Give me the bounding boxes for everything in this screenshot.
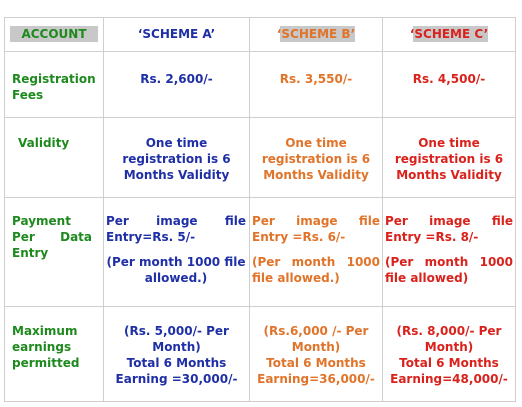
row-divider [4, 51, 516, 52]
scheme-c-payment-rate: Per image file Entry =Rs. 8/- [385, 214, 513, 244]
scheme-a-total-earning: Total 6 Months Earning =30,000/- [115, 356, 238, 386]
scheme-a-monthly-earning: (Rs. 5,000/- Per Month) [124, 324, 229, 354]
scheme-a-registration-fee: Rs. 2,600/- [140, 72, 213, 86]
scheme-a-earnings [106, 323, 247, 387]
scheme-b-payment-rate: Per image file Entry =Rs. 6/- [252, 214, 380, 244]
header-scheme-b: ‘SCHEME B’ [276, 27, 356, 41]
table-border [4, 17, 5, 402]
scheme-a-validity: One time registration is 6 Months Validity [122, 136, 231, 182]
row-label-earnings: Maximum earnings permitted [12, 324, 80, 370]
scheme-b-earnings [254, 323, 378, 387]
scheme-a-payment [106, 213, 246, 286]
comparison-table [4, 17, 516, 402]
row-divider [4, 306, 516, 307]
scheme-c-monthly-earning: (Rs. 8,000/- Per Month) [396, 324, 502, 354]
table-border [515, 17, 516, 402]
scheme-b-payment [252, 213, 380, 286]
scheme-b-total-earning: Total 6 Months Earning=36,000/- [257, 356, 375, 386]
header-account: ACCOUNT [21, 27, 87, 41]
scheme-c-payment-limit: (Per month 1000 file allowed) [385, 255, 513, 285]
scheme-c-validity: One time registration is 6 Months Validity [394, 136, 504, 182]
scheme-c-payment [385, 213, 513, 286]
row-label-payment: Payment Per Data Entry [12, 214, 92, 260]
row-divider [4, 117, 516, 118]
scheme-b-validity: One time registration is 6 Months Validity [261, 136, 371, 182]
header-scheme-a: ‘SCHEME A’ [137, 27, 216, 41]
row-divider [4, 197, 516, 198]
scheme-c-earnings [387, 323, 511, 387]
scheme-c-registration-fee: Rs. 4,500/- [412, 72, 486, 86]
scheme-c-total-earning: Total 6 Months Earning=48,000/- [390, 356, 508, 386]
scheme-a-payment-rate: Per image file Entry=Rs. 5/- [106, 214, 246, 244]
row-label-validity: Validity [18, 136, 70, 150]
table-border [4, 17, 516, 18]
scheme-b-registration-fee: Rs. 3,550/- [279, 72, 353, 86]
table-border [4, 401, 516, 402]
row-label-registration: Registration Fees [12, 72, 96, 102]
scheme-b-payment-limit: (Per month 1000 file allowed.) [252, 255, 380, 285]
header-scheme-c: ‘SCHEME C’ [409, 27, 489, 41]
scheme-a-payment-limit: (Per month 1000 file allowed.) [106, 255, 246, 285]
scheme-b-monthly-earning: (Rs.6,000 /- Per Month) [263, 324, 369, 354]
